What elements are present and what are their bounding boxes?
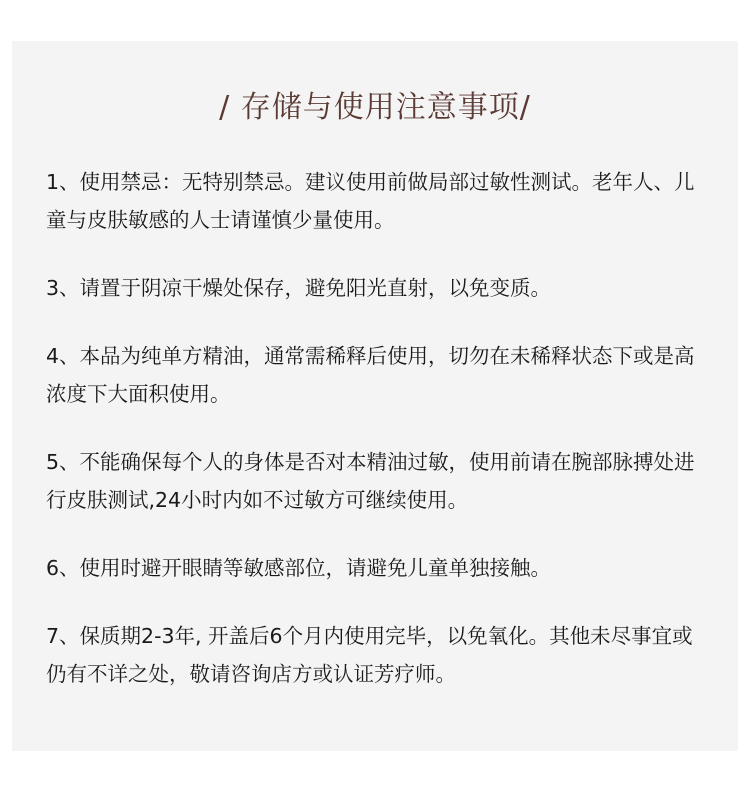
notice-item-dilution: 4、本品为纯单方精油，通常需稀释后使用，切勿在未稀释状态下或是高浓度下大面积使用。 — [46, 344, 695, 406]
notice-item-shelf-life: 7、保质期2-3年, 开盖后6个月内使用完毕，以免氧化。其他未尽事宜或仍有不详之处，敬请咨询店方或认证芳疗师。 — [46, 624, 693, 686]
section-title: / 存储与使用注意事项/ — [219, 90, 531, 125]
notice-item-storage: 3、请置于阴凉干燥处保存，避免阳光直射，以免变质。 — [46, 276, 552, 300]
notice-item-avoid-eyes: 6、使用时避开眼睛等敏感部位，请避免儿童单独接触。 — [46, 556, 552, 580]
notice-item-allergy-test: 5、不能确保每个人的身体是否对本精油过敏，使用前请在腕部脉搏处进行皮肤测试,24小时内如不过敏方可继续使用。 — [46, 450, 695, 512]
notice-item-usage-contraindications: 1、使用禁忌：无特别禁忌。建议使用前做局部过敏性测试。老年人、儿童与皮肤敏感的人士请谨慎少量使用。 — [46, 170, 695, 232]
notice-list — [46, 163, 696, 693]
